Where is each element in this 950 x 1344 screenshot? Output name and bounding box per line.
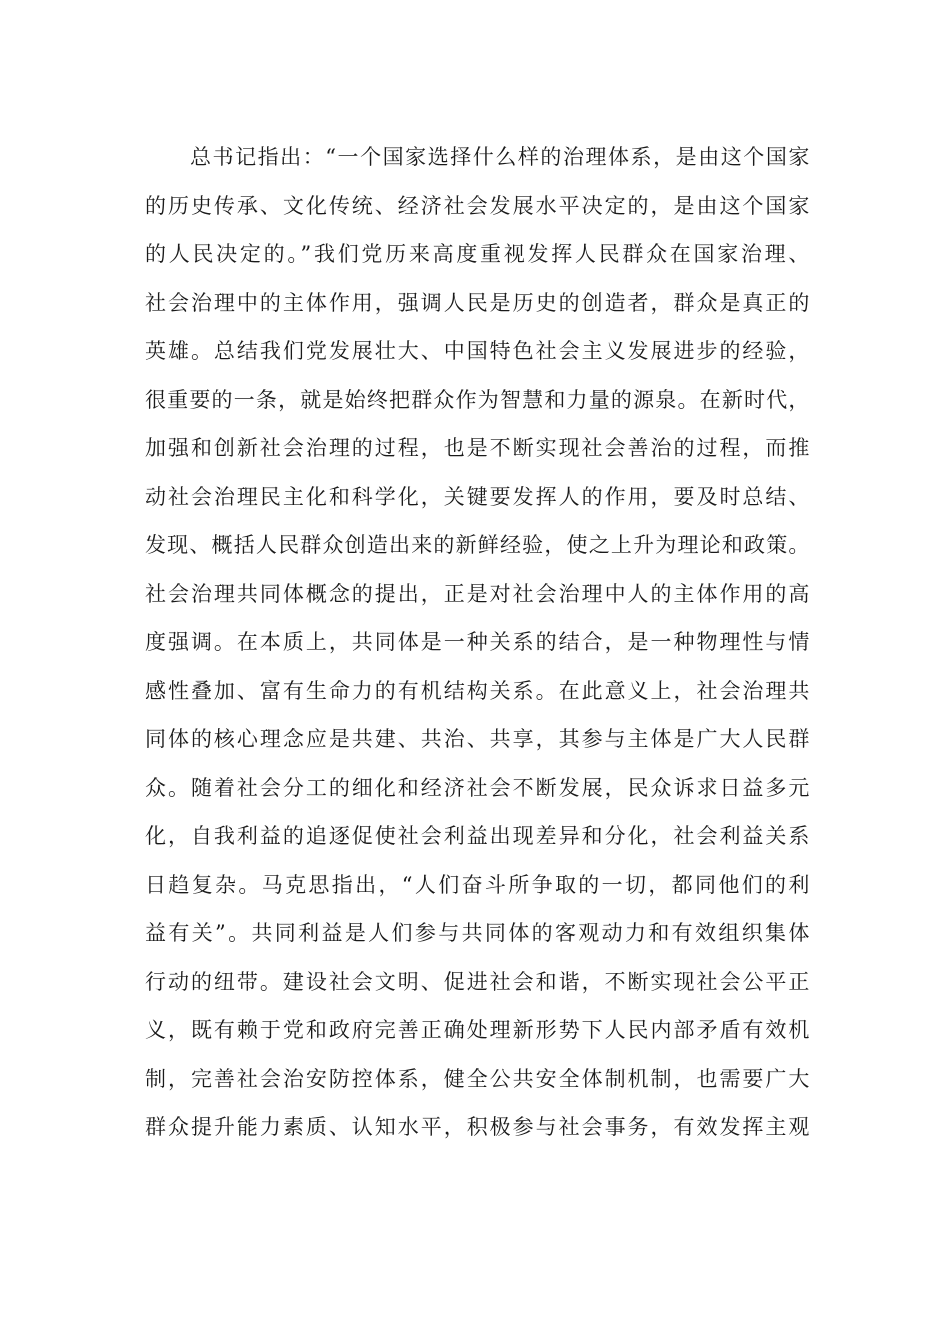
- paragraph-line: 行动的纽带。建设社会文明、促进社会和谐，不断实现社会公平正: [145, 969, 810, 994]
- paragraph-line: 度强调。在本质上，共同体是一种关系的结合，是一种物理性与情: [145, 630, 810, 654]
- paragraph-line: 制，完善社会治安防控体系，健全公共安全体制机制，也需要广大: [145, 1066, 810, 1091]
- paragraph-line: 加强和创新社会治理的过程，也是不断实现社会善治的过程，而推: [145, 436, 810, 460]
- paragraph-line: 益有关”。共同利益是人们参与共同体的客观动力和有效组织集体: [145, 921, 810, 945]
- paragraph-line: 的历史传承、文化传统、经济社会发展水平决定的，是由这个国家: [145, 193, 810, 218]
- paragraph-line: 同体的核心理念应是共建、共治、共享，其参与主体是广大人民群: [145, 727, 810, 751]
- paragraph-line: 动社会治理民主化和科学化，关键要发挥人的作用，要及时总结、: [145, 484, 810, 509]
- paragraph-line: 发现、概括人民群众创造出来的新鲜经验，使之上升为理论和政策。: [145, 533, 810, 557]
- paragraph-line: 很重要的一条，就是始终把群众作为智慧和力量的源泉。在新时代，: [145, 387, 810, 412]
- paragraph-line: 总书记指出：“一个国家选择什么样的治理体系，是由这个国家: [190, 145, 810, 169]
- paragraph-line: 的人民决定的。”我们党历来高度重视发挥人民群众在国家治理、: [145, 242, 810, 266]
- paragraph-line: 感性叠加、富有生命力的有机结构关系。在此意义上，社会治理共: [145, 678, 810, 703]
- paragraph-line: 群众提升能力素质、认知水平，积极参与社会事务，有效发挥主观: [145, 1115, 810, 1139]
- paragraph-line: 化，自我利益的追逐促使社会利益出现差异和分化，社会利益关系: [145, 824, 810, 848]
- body-paragraph: [145, 133, 810, 1152]
- paragraph-line: 英雄。总结我们党发展壮大、中国特色社会主义发展进步的经验，: [145, 339, 810, 363]
- paragraph-line: 众。随着社会分工的细化和经济社会不断发展，民众诉求日益多元: [145, 775, 810, 800]
- paragraph-line: 日趋复杂。马克思指出，“人们奋斗所争取的一切，都同他们的利: [145, 872, 810, 897]
- paragraph-line: 社会治理共同体概念的提出，正是对社会治理中人的主体作用的高: [145, 581, 810, 606]
- paragraph-line: 社会治理中的主体作用，强调人民是历史的创造者，群众是真正的: [145, 290, 810, 315]
- paragraph-line: 义，既有赖于党和政府完善正确处理新形势下人民内部矛盾有效机: [145, 1018, 810, 1042]
